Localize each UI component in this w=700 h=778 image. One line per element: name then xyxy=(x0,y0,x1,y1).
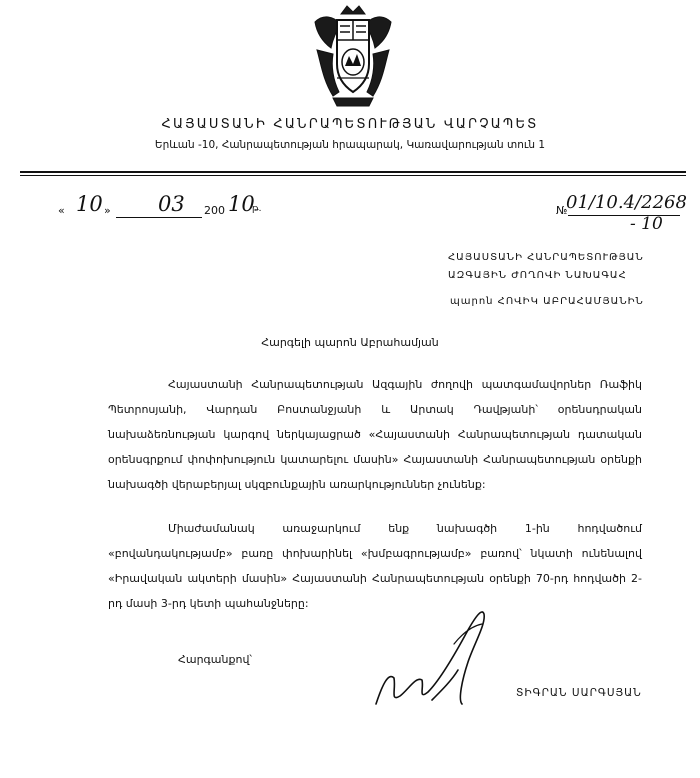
reference-label: № xyxy=(556,204,568,217)
letterhead-title: ՀԱՅԱՍՏԱՆԻ ՀԱՆՐԱՊԵՏՈՒԹՅԱՆ ՎԱՐՉԱՊԵՏ xyxy=(161,117,539,132)
reference-number-line1: 01/10.4/2268 xyxy=(566,192,687,213)
addressee-line3: պարոն ՀՈՎԻԿ ԱԲՐԱՀԱՄՅԱՆԻՆ xyxy=(450,296,644,307)
signer-name: ՏԻԳՐԱՆ ՍԱՐԳՍՅԱՆ xyxy=(516,687,642,699)
body-paragraph-1 xyxy=(108,372,642,497)
date-year-prefix: 200 xyxy=(204,204,225,217)
body-paragraph-2-text: Միաժամանակ առաջարկում ենք նախագծի 1-ին հոդվածում «բովանդակությամբ» բառը փոխարինել «խմբագրությամբ» բառով՝ նկատի ունենալով «Իրավական ակտերի մասին» Հայաստանի Հանրապետության օրենքի 70-րդ հոդվածի 2-րդ մասի 3-րդ կետի պահանջները: xyxy=(108,522,642,610)
salutation: Հարգելի պարոն Աբրահամյան xyxy=(261,336,439,349)
date-day: 10 xyxy=(76,192,103,216)
signature-mark xyxy=(372,600,502,720)
date-open-quote: « xyxy=(58,204,65,217)
letterhead-address: Երևան -10, Հանրապետության հրապարակ, Կառավարության տուն 1 xyxy=(154,139,546,151)
date-year-suffix: 10 xyxy=(228,192,255,216)
date-month: 03 xyxy=(158,192,185,216)
addressee-line1: ՀԱՅԱՍՏԱՆԻ ՀԱՆՐԱՊԵՏՈՒԹՅԱՆ xyxy=(448,252,644,263)
letterhead-divider xyxy=(20,171,686,173)
letterhead-divider-thin xyxy=(20,175,686,176)
date-close-quote: » xyxy=(104,204,111,217)
coat-of-arms-emblem xyxy=(303,4,403,110)
reference-number-line2: - 10 xyxy=(630,214,663,234)
date-year-mark: թ. xyxy=(252,204,262,214)
body-paragraph-1-text: Հայաստանի Հանրապետության Ազգային ժողովի պատգամավորներ Ռաֆիկ Պետրոսյանի, Վարդան Բոստանջյանի և Արտակ Դավթյանի՝ օրենսդրական նախաձեռնության կարգով ներկայացրած «Հայաստանի Հանրապետության դատական օրենսգրքում փոփոխություն կատարելու մասին» Հայաստանի Հանրապետության օրենքի նախագծի վերաբերյալ սկզբունքային առարկություններ չունենք: xyxy=(108,378,642,491)
addressee-line2: ԱԶԳԱՅԻՆ ԺՈՂՈՎԻ ՆԱԽԱԳԱՀ xyxy=(448,270,627,281)
closing-phrase: Հարգանքով՝ xyxy=(178,653,253,666)
